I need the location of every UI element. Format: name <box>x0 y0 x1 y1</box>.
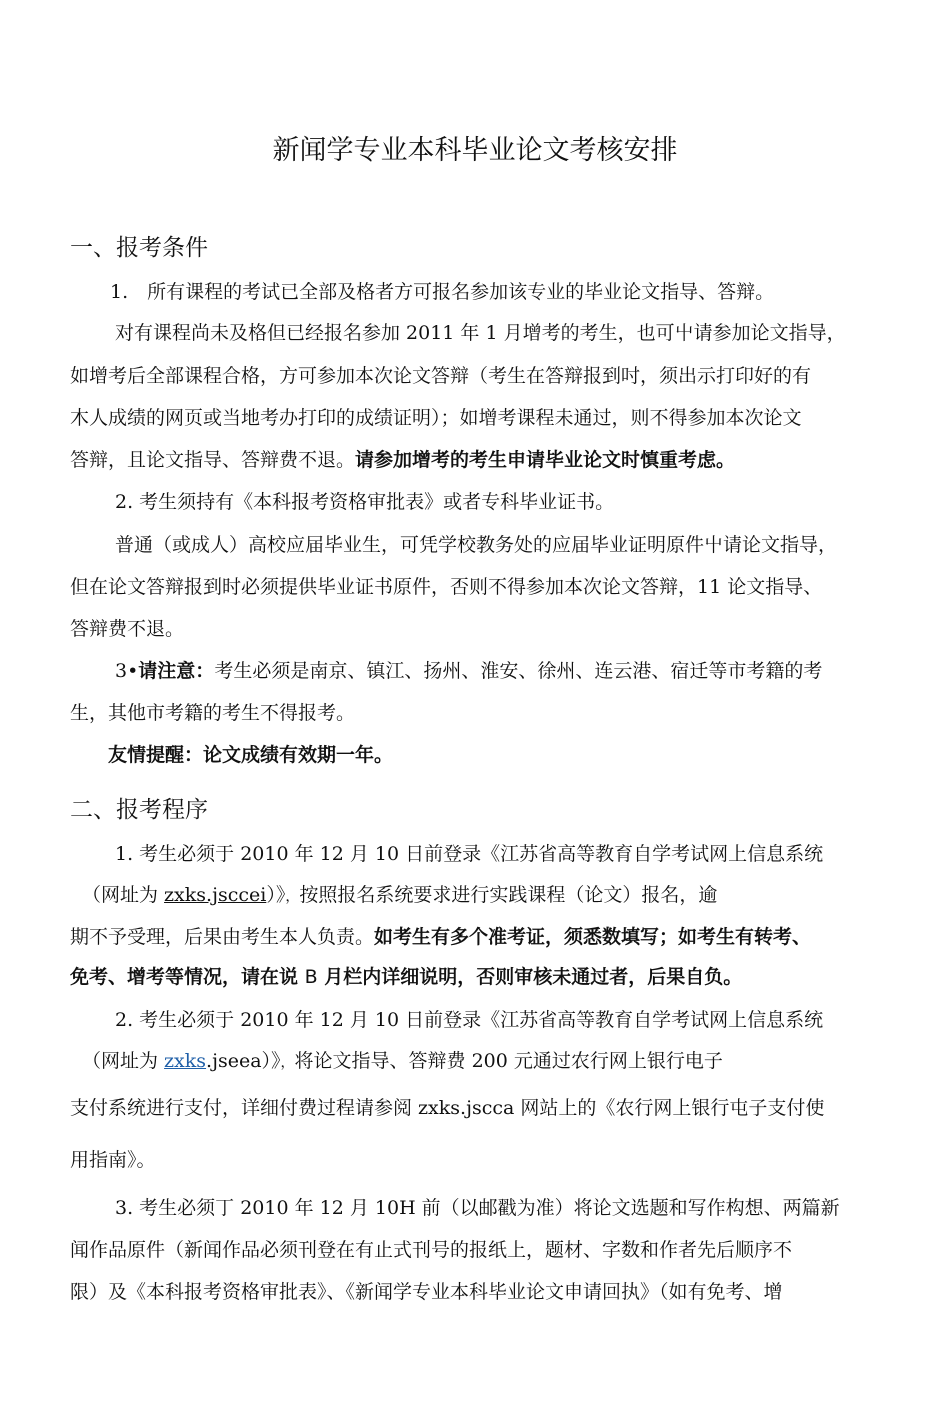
paragraph-line: 限）及《本科报考资格审批表》、《新闻学专业本科毕业论文申请回执》（如有免考、增 <box>70 1281 783 1303</box>
paragraph-line <box>70 448 735 472</box>
paragraph-text: ）》 <box>266 884 286 906</box>
paragraph-text: （网址为 <box>82 884 165 906</box>
website-link[interactable]: zxks <box>164 1050 207 1072</box>
bold-warning: 如考生有多个准考证，须悉数填写；如考生有转考、 <box>374 926 812 948</box>
paragraph-text: 按照报名系统要求进行实践课程（论文）报名，逾 <box>299 884 718 906</box>
paragraph-line: 木人成绩的网页或当地考办打印的成绩证明）；如增考课程未通过，则不得参加本次论文 <box>70 407 802 429</box>
procedure-item-2: 2. 考生必须于 2010 年 12 月 10 日前登录《江苏省高等教育自学考试网上信息系统 <box>115 1009 824 1031</box>
paragraph-line: 闻作品原件（新闻作品必须刊登在有止式刊号的报纸上，题材、字数和作者先后顺序不 <box>70 1239 793 1261</box>
procedure-item-3: 3. 考生必须丁 2010 年 12 月 10H 前（以邮戳为准）将论文选题和写作构想、两篇新 <box>115 1197 840 1219</box>
procedure-item-1: 1. 考生必须于 2010 年 12 月 10 日前登录《江苏省高等教育自学考试网上信息系统 <box>115 843 824 865</box>
section-heading-conditions: 一、报考条件 <box>70 235 208 261</box>
friendly-reminder: 友情提醒：论文成绩有效期一年。 <box>108 744 394 766</box>
paragraph-text: B <box>304 966 318 988</box>
bold-warning: 免考、增考等情况，请在说 <box>70 966 305 988</box>
document-title: 新闻学专业本科毕业论文考核安排 <box>272 135 678 166</box>
condition-item-3 <box>115 659 822 683</box>
paragraph-line: 普通（或成人）高校应届毕业生，可凭学校教务处的应届毕业证明原件屮请论文指导， <box>115 534 838 556</box>
paragraph-text: ， <box>285 889 300 905</box>
paragraph-text: 答辩，且论文指导、答辩费不退。 <box>70 449 356 471</box>
paragraph-line: 支付系统进行支付，详细付费过程请参阅 zxks.jscca 网站上的《农行网上银行屯子支付使 <box>70 1097 825 1119</box>
bold-warning: 月栏内详细说明，否则审核未通过者，后果自负。 <box>317 966 743 988</box>
paragraph-line: 但在论文答辩报到时必须提供毕业证书原件，否则不得参加本次论文答辩，11 论文指导、 <box>70 576 823 598</box>
bold-warning: 请参加增考的考生申请毕业论文时慎重考虑。 <box>355 449 736 471</box>
paragraph-text: .jseea）》 <box>206 1050 281 1072</box>
item-number: 3• <box>115 660 139 682</box>
paragraph-text: 期不予受理，后果由考生本人负责。 <box>70 926 375 948</box>
paragraph-line: 如增考后全部课程合格，方可参加本次论文答辩（考生在答辩报到吋，须出示打印好的有 <box>70 365 812 387</box>
notice-label: 请注意： <box>138 660 215 682</box>
bold-warning-line <box>70 965 742 989</box>
condition-item-2: 2. 考生须持有《本科报考资格审批表》或者专科毕业证书。 <box>115 491 615 513</box>
paragraph-line: 对有课程尚未及格但已经报名参加 2011 年 1 月增考的考生，也可屮请参加论文指导， <box>115 322 846 344</box>
paragraph-line <box>82 1049 723 1075</box>
paragraph-text: 将论文指导、答辩费 200 元通过农行网上银行电子 <box>294 1050 723 1072</box>
paragraph-text: （网址为 <box>82 1050 165 1072</box>
paragraph-line: 用指南》。 <box>70 1149 156 1171</box>
paragraph-line: 生，其他市考籍的考生不得报考。 <box>70 702 356 724</box>
paragraph-text: ， <box>280 1055 295 1071</box>
paragraph-line <box>70 925 811 949</box>
condition-item-1: 1. 所有课程的考试已全部及格者方可报名参加该专业的毕业论文指导、答辩。 <box>110 281 775 303</box>
website-link[interactable]: zxks.jsccei <box>164 884 267 906</box>
section-heading-procedure: 二、报考程序 <box>70 797 208 823</box>
paragraph-text: 考生必须是南京、镇江、扬州、淮安、徐州、连云港、宿迁等市考籍的考 <box>214 660 823 682</box>
paragraph-line <box>82 883 717 909</box>
paragraph-line: 答辩费不退。 <box>70 618 185 640</box>
